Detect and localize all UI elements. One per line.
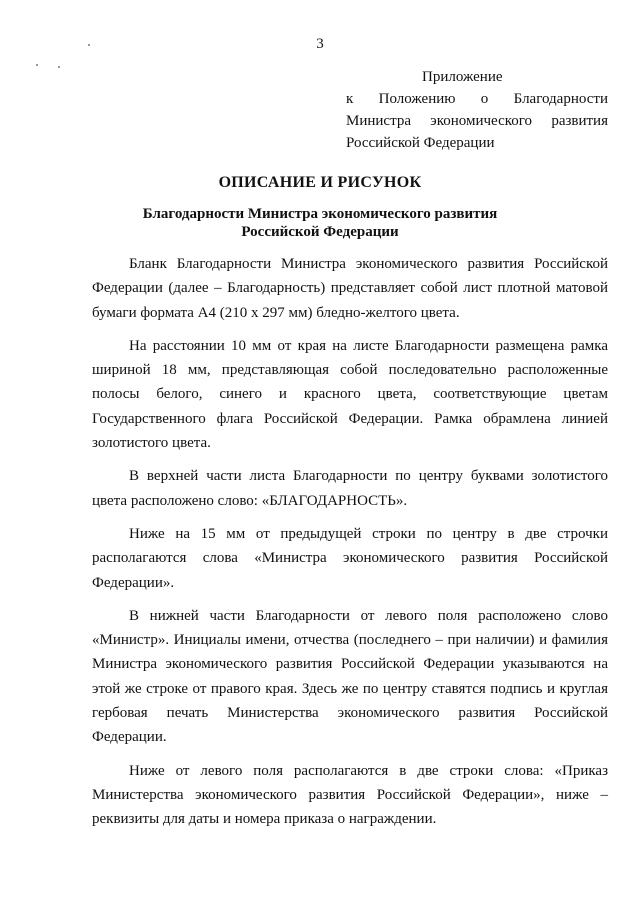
paragraph: В верхней части листа Благодарности по центру буквами золотистого цвета расположено слово: «БЛАГОДАРНОСТЬ».	[92, 468, 608, 509]
page-number: 3	[316, 36, 324, 52]
subtitle-line: Благодарности Министра экономического развития	[142, 206, 498, 222]
paragraph: В нижней части Благодарности от левого поля расположено слово «Министр». Инициалы имени, отчества (последнего – при наличии) и фамилия Министра экономического развития Российской Федерации указываются на этой же строке от правого края. Здесь же по центру ставятся подпись и круглая гербовая печать Министерства экономического развития Российской Федерации.	[92, 607, 608, 746]
appendix-line: Министра экономического развития	[346, 113, 608, 129]
subtitle-line: Российской Федерации	[241, 224, 399, 240]
document-body	[92, 252, 608, 832]
paragraph: Ниже от левого поля располагаются в две строки слова: «Приказ Министерства экономического развития Российской Федерации», ниже – реквизиты для даты и номера приказа о награждении.	[92, 762, 608, 828]
document-title: ОПИСАНИЕ И РИСУНОК	[218, 174, 422, 191]
paragraph: На расстоянии 10 мм от края на листе Благодарности размещена рамка шириной 18 мм, представляющая собой последовательно расположенные полосы белого, синего и красного цвета, соответствующие цветам Государственного флага Российской Федерации. Рамка обрамлена линией золотистого цвета.	[92, 337, 608, 452]
scan-speck	[36, 64, 38, 66]
scan-speck	[58, 66, 60, 68]
paragraph: Ниже на 15 мм от предыдущей строки по центру в две строчки располагаются слова «Министра экономического развития Российской Федерации».	[92, 525, 608, 591]
appendix-title: Приложение	[422, 69, 503, 85]
appendix-line: к Положению о Благодарности	[346, 91, 608, 107]
appendix-line: Российской Федерации	[346, 135, 495, 151]
document-subtitle	[0, 205, 640, 241]
paragraph: Бланк Благодарности Министра экономического развития Российской Федерации (далее – Благодарность) представляет собой лист плотной матовой бумаги формата А4 (210 x 297 мм) бледно-желтого цвета.	[92, 256, 608, 321]
appendix-block	[346, 66, 608, 154]
